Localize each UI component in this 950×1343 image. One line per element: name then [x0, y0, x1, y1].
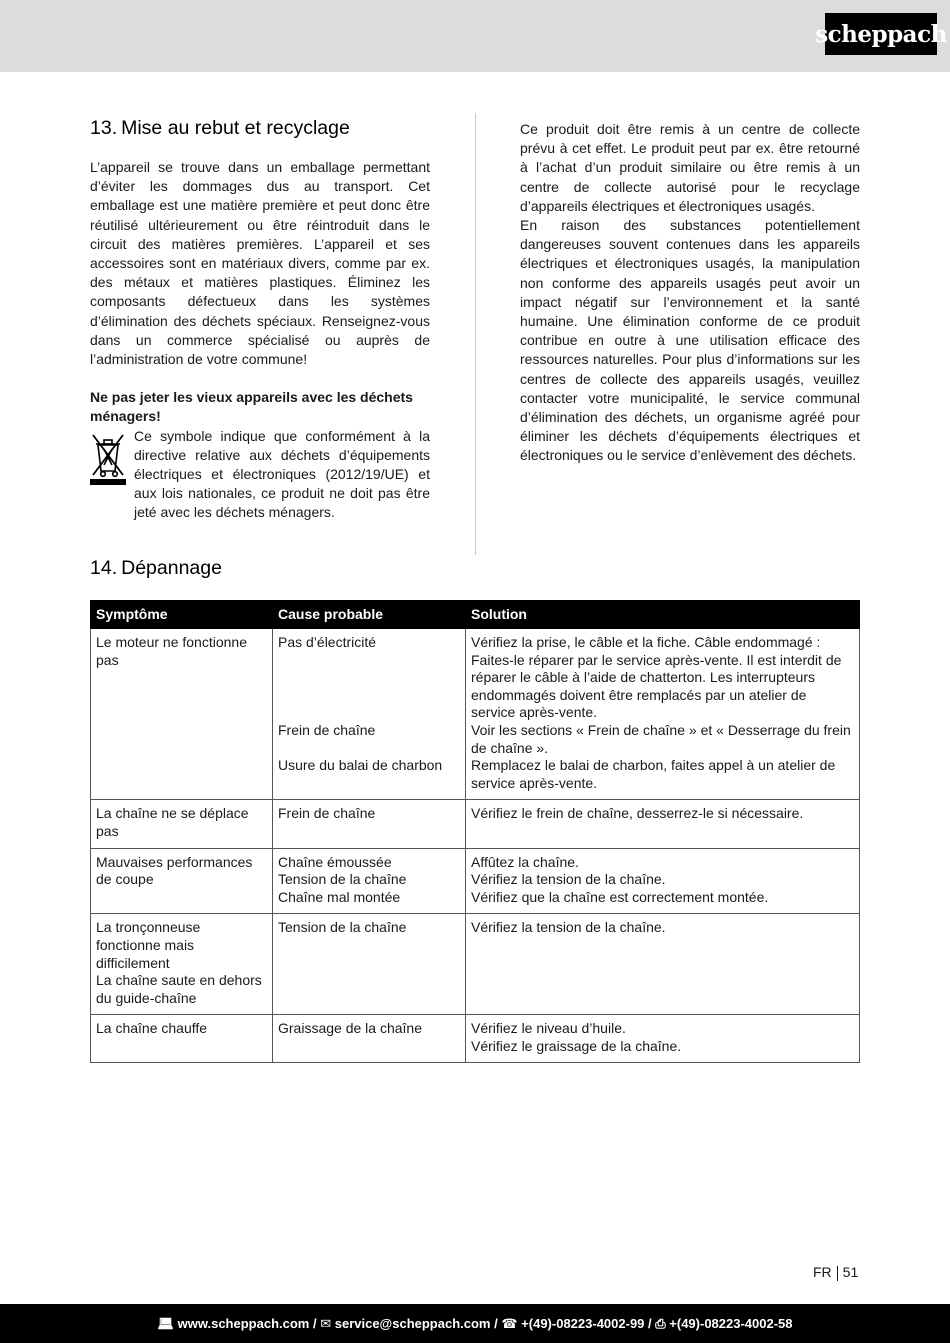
section-14-heading	[90, 557, 222, 580]
weee-paragraph: Ce symbole indique que conformément à la directive relative aux déchets d’équipements électriques et électroniques (2012/19/UE) et aux lois nationales, ce produit ne doit pas être jeté avec les déchets ménagers.	[134, 427, 430, 521]
section-13-heading	[90, 117, 350, 140]
footer-separator: /	[490, 1316, 502, 1331]
solution-item: Vérifiez la tension de la chaîne.	[471, 919, 666, 936]
solution-item: Vérifiez le frein de chaîne, desserrez-le si nécessaire.	[471, 805, 804, 822]
table-header-row	[91, 601, 860, 629]
header-cause: Cause probable	[273, 601, 466, 629]
footer-email-link[interactable]: service@scheppach.com	[334, 1316, 491, 1331]
brand-logo: scheppach	[825, 13, 937, 55]
cause-cell	[273, 1015, 466, 1063]
section-14-title: Dépannage	[121, 557, 222, 579]
packaging-paragraph: L’appareil se trouve dans un emballage permettant d’éviter les dommages dus au transport. Cet emballage est une matière première et peut donc être réutilisé ultérieurement ou être réintroduit dans le circuit des matières premières. L’appareil et ses accessoires sont en matériaux divers, comme par ex. des métaux et matières plastiques. Éliminez les composants défectueux dans les systèmes d’élimination des déchets spéciaux. Renseignez-vous dans un commerce spécialisé ou auprès de l’administration de votre commune!	[90, 159, 430, 368]
solution-item: Affûtez la chaîne.	[471, 853, 579, 870]
cause-cell	[273, 629, 466, 800]
solution-item: Vérifiez le graissage de la chaîne.	[471, 1037, 682, 1054]
section-13-number: 13.	[90, 117, 118, 139]
page-language: FR	[813, 1264, 832, 1280]
solution-item: Vérifiez la tension de la chaîne.	[471, 871, 666, 888]
cause-item: Frein de chaîne	[278, 805, 376, 822]
table-row	[91, 848, 860, 914]
cause-cell	[273, 848, 466, 914]
symptom-cell: La chaîne chauffe	[91, 1015, 273, 1063]
symptom-item: La tronçonneuse fonctionne mais difficilement	[96, 919, 201, 971]
section-14-number: 14.	[90, 557, 118, 579]
header-bar	[0, 0, 950, 72]
fax-icon: ⎙	[655, 1315, 666, 1331]
symptom-item: La chaîne saute en dehors du guide-chaîne	[96, 972, 262, 1006]
symptom-cell: La chaîne ne se déplace pas	[91, 800, 273, 848]
symptom-cell: Mauvaises performances de coupe	[91, 848, 273, 914]
footer-bar	[0, 1304, 950, 1343]
cause-cell	[273, 914, 466, 1015]
cause-item: Graissage de la chaîne	[278, 1020, 422, 1037]
symptom-cell	[91, 914, 273, 1015]
table-row	[91, 629, 860, 800]
section-13-title: Mise au rebut et recyclage	[121, 117, 350, 139]
page-number-value: 51	[842, 1264, 859, 1280]
solution-cell	[466, 1015, 860, 1063]
page-number	[813, 1264, 858, 1281]
cause-item: Usure du balai de charbon	[278, 757, 443, 774]
column-divider	[475, 113, 476, 555]
cause-item: Chaîne mal montée	[278, 888, 401, 905]
cause-item: Frein de chaîne	[278, 721, 376, 738]
cause-item: Pas d’électricité	[278, 634, 377, 650]
solution-item: Vérifiez la prise, le câble et la fiche. Câble endommagé : Faites-le réparer par le service après-vente. Il est interdit de réparer le câble à l’aide de chatterton. Les interrupteurs endommagés doivent être remplacés par un atelier de service après-vente.	[471, 634, 842, 721]
solution-item: Vérifiez que la chaîne est correctement montée.	[471, 888, 769, 905]
solution-cell	[466, 914, 860, 1015]
solution-item: Vérifiez le niveau d’huile.	[471, 1020, 626, 1037]
footer-fax: +(49)-08223-4002-58	[669, 1316, 793, 1331]
solution-item: Remplacez le balai de charbon, faites appel à un atelier de service après-vente.	[471, 757, 836, 791]
symptom-cell: Le moteur ne fonctionne pas	[91, 629, 273, 800]
footer-website-link[interactable]: www.scheppach.com	[177, 1316, 310, 1331]
computer-icon: 💻︎	[157, 1315, 174, 1331]
cause-item: Chaîne émoussée	[278, 853, 392, 870]
footer-separator: /	[644, 1316, 656, 1331]
footer-separator: /	[309, 1316, 321, 1331]
cause-item: Tension de la chaîne	[278, 919, 407, 936]
table-row	[91, 800, 860, 848]
right-column	[520, 120, 860, 466]
table-row	[91, 1015, 860, 1063]
solution-item: Voir les sections « Frein de chaîne » et « Desserrage du frein de chaîne ».	[471, 721, 851, 756]
solution-cell	[466, 800, 860, 848]
troubleshooting-table	[90, 600, 860, 1063]
weee-block	[90, 427, 430, 523]
footer-phone: +(49)-08223-4002-99	[521, 1316, 645, 1331]
email-icon: ✉︎	[320, 1315, 332, 1331]
hazard-paragraph: En raison des substances potentiellement dangereuses souvent contenues dans les appareils électriques et électroniques usagés, la manipulation non conforme des appareils usagés peut avoir un impact négatif sur l’environnement et la santé humaine. Une élimination conforme de ce produit contribue en outre à une utilisation efficace des ressources naturelles. Pour plus d’informations sur les centres de collecte des appareils usagés, veuillez contacter votre municipalité, le service communal d’élimination des déchets, un organisme agréé pour éliminer les déchets d’équipements électriques et électroniques ou le service d’enlèvement des déchets.	[520, 217, 860, 464]
cause-cell	[273, 800, 466, 848]
cause-item: Tension de la chaîne	[278, 871, 407, 888]
page-number-divider	[837, 1266, 838, 1281]
solution-cell	[466, 848, 860, 914]
solution-cell	[466, 629, 860, 800]
table-row	[91, 914, 860, 1015]
disposal-warning: Ne pas jeter les vieux appareils avec les déchets ménagers!	[90, 389, 413, 425]
crossed-out-bin-icon	[90, 431, 126, 485]
phone-icon: ☎︎	[501, 1315, 518, 1331]
collection-paragraph: Ce produit doit être remis à un centre de collecte prévu à cet effet. Le produit peut par ex. être retourné à l’achat d’un produit similaire ou être remis à un centre de collecte autorisé pour le recyclage d’appareils électriques et électroniques usagés.	[520, 121, 860, 214]
header-solution: Solution	[466, 601, 860, 629]
header-symptom: Symptôme	[91, 601, 273, 629]
left-column	[90, 158, 430, 523]
